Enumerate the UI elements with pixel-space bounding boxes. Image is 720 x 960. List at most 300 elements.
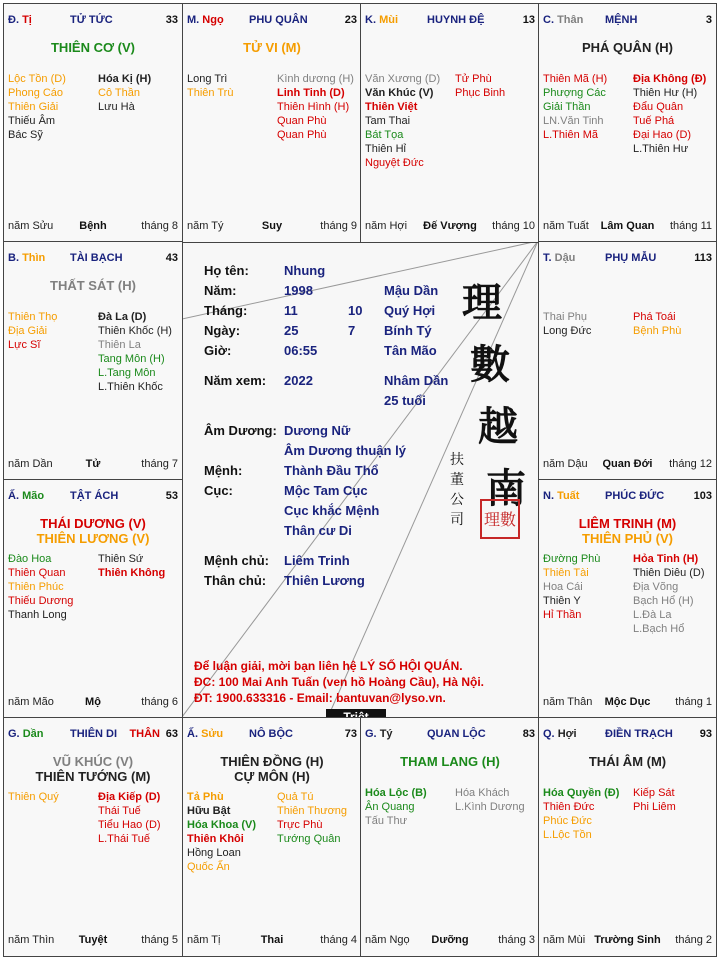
star-item: Ân Quang: [365, 801, 415, 813]
view-year-label: Năm xem:: [204, 373, 267, 388]
palace-position: [187, 14, 224, 26]
palace-name: TÀI BẠCH: [70, 252, 123, 264]
palace-name: PHỤ MẪU: [605, 252, 657, 264]
palace-name: TẬT ÁCH: [70, 490, 119, 502]
calligraphy-char: 越: [478, 403, 518, 450]
stars-left: [543, 552, 600, 622]
star-item: Thiên Trù: [187, 87, 234, 99]
main-star: THIÊN LƯƠNG (V): [36, 531, 150, 546]
stars-left: [8, 790, 59, 804]
star-item: Thiên Không: [98, 567, 166, 579]
star-item: Phúc Đức: [543, 815, 592, 827]
main-star: THẤT SÁT (H): [50, 278, 136, 293]
palace-stem: G.: [8, 728, 20, 740]
star-item: Nguyệt Đức: [365, 157, 424, 169]
star-item: L.Bạch Hổ: [633, 623, 685, 635]
star-item: Hỏa Tinh (H): [633, 553, 699, 565]
palace-age: 23: [344, 14, 357, 26]
han-month: tháng 10: [492, 220, 535, 232]
star-item: Địa Võng: [633, 581, 679, 593]
am-duong-note: Âm Dương thuận lý: [284, 443, 406, 458]
main-star: THÁI ÂM (M): [588, 754, 667, 769]
star-item: Tướng Quân: [277, 833, 341, 845]
star-item: Thiên Khôi: [187, 833, 244, 845]
star-item: Thiên Hư (H): [633, 87, 698, 99]
palace-name: MỆNH: [605, 14, 638, 26]
star-item: Bát Tọa: [365, 129, 404, 141]
calligraphy-char: 南: [486, 465, 526, 512]
star-item: Tam Thai: [365, 115, 411, 127]
than-cu: Thân cư Di: [284, 523, 352, 538]
star-item: Lực Sĩ: [8, 339, 41, 351]
palace-header: [543, 252, 712, 266]
palace-stem: K.: [365, 14, 376, 26]
trang-sinh: Dưỡng: [431, 934, 469, 946]
star-item: Tử Phù: [455, 73, 492, 85]
han-year: năm Tuất: [543, 220, 589, 232]
palace-position: [543, 490, 579, 502]
palace-age: 93: [699, 728, 712, 740]
han-year: năm Thìn: [8, 934, 55, 946]
stars-right: [98, 552, 165, 580]
star-item: L.Lộc Tồn: [543, 829, 592, 841]
palace-stem: Ấ.: [187, 728, 198, 740]
trang-sinh: Suy: [261, 220, 283, 232]
main-star: PHÁ QUÂN (H): [582, 40, 673, 55]
palace-ngo: [182, 3, 362, 243]
palace-dau: [538, 241, 717, 481]
star-item: Hóa Khoa (V): [187, 819, 257, 831]
star-item: Thiên Việt: [365, 101, 418, 113]
han-month: tháng 12: [669, 458, 712, 470]
star-item: Thiếu Dương: [8, 595, 74, 607]
star-item: Thiên Hình (H): [277, 101, 350, 113]
palace-name: PHÚC ĐỨC: [605, 490, 665, 502]
star-item: L.Thiên Khốc: [98, 381, 163, 393]
star-item: Thiên Quý: [8, 791, 59, 803]
palace-header: [543, 728, 712, 742]
palace-age: 103: [693, 490, 712, 502]
star-item: Phong Cáo: [8, 87, 64, 99]
palace-name: PHU QUÂN: [249, 14, 308, 26]
stars-right: [633, 310, 681, 338]
star-item: Thiên Hỉ: [365, 143, 406, 155]
star-item: Thiên Đức: [543, 801, 595, 813]
palace-branch: Dậu: [554, 252, 576, 264]
star-item: Hoa Cái: [543, 581, 583, 593]
star-item: Tuế Phá: [633, 115, 675, 127]
year-value: 1998: [284, 283, 313, 298]
star-item: Giải Thần: [543, 101, 591, 113]
stars-left: [543, 310, 591, 338]
star-item: Phá Toái: [633, 311, 676, 323]
palace-footer: [543, 934, 712, 948]
month-can: Quý Hợi: [384, 303, 436, 318]
star-item: Địa Giải: [8, 325, 48, 337]
palace-age: 63: [165, 728, 178, 740]
star-item: Văn Xương (D): [365, 73, 441, 85]
palace-position: [365, 14, 398, 26]
star-item: Thiên Y: [543, 595, 581, 607]
palace-position: [8, 14, 32, 26]
main-star: THIÊN PHỦ (V): [582, 531, 673, 546]
palace-branch: Thìn: [22, 252, 46, 264]
palace-position: [543, 728, 577, 740]
palace-stem: Q.: [543, 728, 555, 740]
calligraphy-char: 數: [470, 341, 510, 388]
palace-tuat: [538, 479, 717, 719]
palace-position: [543, 252, 575, 264]
star-item: Quan Phù: [277, 115, 327, 127]
palace-stem: M.: [187, 14, 200, 26]
han-year: năm Hợi: [365, 220, 408, 232]
palace-footer: [365, 220, 535, 234]
han-year: năm Mùi: [543, 934, 586, 946]
star-item: Phục Binh: [455, 87, 506, 99]
day-value: 25: [284, 323, 299, 338]
calligraphy-small-char: 董: [450, 472, 464, 488]
trang-sinh: Mộ: [85, 696, 101, 708]
star-item: Hóa Kị (H): [98, 73, 152, 85]
calligraphy-logo: [450, 271, 532, 571]
palace-footer: [187, 934, 357, 948]
palace-age: 43: [165, 252, 178, 264]
cuc-label: Cục:: [204, 483, 233, 498]
trang-sinh: Tử: [85, 458, 101, 470]
han-year: năm Mão: [8, 696, 54, 708]
palace-footer: [543, 458, 712, 472]
star-item: Thai Phụ: [543, 311, 588, 323]
day-label: Ngày:: [204, 323, 241, 338]
han-year: năm Tị: [187, 934, 221, 946]
palace-position: [8, 252, 45, 264]
palace-age: 13: [522, 14, 535, 26]
han-year: năm Dậu: [543, 458, 588, 470]
han-month: tháng 1: [675, 696, 712, 708]
palace-header: [8, 14, 178, 28]
main-star: THIÊN CƠ (V): [50, 40, 136, 55]
palace-branch: Thân: [557, 14, 584, 26]
stars-left: [543, 72, 607, 142]
calligraphy-small-char: 公: [450, 492, 464, 508]
star-item: Cô Thần: [98, 87, 140, 99]
palace-branch: Mùi: [379, 14, 399, 26]
contact-note-2: ĐC: 100 Mai Anh Tuấn (ven hồ Hoàng Cầu), Hà Nội.: [194, 675, 485, 689]
stars-left: [8, 310, 57, 352]
star-item: Hỉ Thần: [543, 609, 582, 621]
star-item: Linh Tinh (D): [277, 87, 345, 99]
star-item: Địa Không (Đ): [633, 73, 707, 85]
red-seal: 理數: [480, 499, 520, 539]
palace-branch: Mão: [22, 490, 45, 502]
menh-label: Mệnh:: [204, 463, 243, 478]
palace-header: [187, 14, 357, 28]
palace-name: THIÊN DI: [70, 728, 118, 740]
contact-note-1: Để luận giải, mời bạn liên hệ LÝ SỐ HỘI QUÁN.: [194, 659, 463, 673]
star-item: Đường Phù: [543, 553, 601, 565]
palace-branch: Sửu: [201, 728, 224, 740]
hour-label: Giờ:: [204, 343, 232, 358]
star-item: Thái Tuế: [98, 805, 141, 817]
palace-ty: [360, 717, 540, 957]
year-can: Mậu Dần: [384, 283, 439, 298]
month-value: 11: [284, 303, 298, 318]
palace-hoi: [538, 717, 717, 957]
palace-name: QUAN LỘC: [427, 728, 486, 740]
trang-sinh: Lâm Quan: [600, 220, 655, 232]
palace-footer: [8, 696, 178, 710]
trang-sinh: Đế Vượng: [423, 220, 477, 232]
main-star: TỬ VI (M): [243, 40, 301, 55]
month-label: Tháng:: [204, 303, 248, 318]
center-panel: [182, 241, 538, 717]
star-item: Kiếp Sát: [633, 787, 675, 799]
day-lunar: 7: [348, 323, 356, 338]
palace-header: [8, 252, 178, 266]
star-item: L.Đà La: [633, 609, 672, 621]
palace-name: TỬ TỨC: [70, 14, 113, 26]
stars-left: [187, 72, 233, 100]
palace-branch: Hợi: [557, 728, 577, 740]
palace-stem: B.: [8, 252, 19, 264]
view-year-value: 2022: [284, 373, 313, 388]
main-star: THAM LANG (H): [400, 754, 500, 769]
star-item: L.Thái Tuế: [98, 833, 150, 845]
han-month: tháng 3: [498, 934, 535, 946]
palace-branch: Ngọ: [202, 14, 224, 26]
stars-left: [187, 790, 256, 874]
calligraphy-small-char: 扶: [450, 452, 464, 468]
star-item: Thiên Quan: [8, 567, 66, 579]
star-item: Tang Môn (H): [98, 353, 165, 365]
palace-stem: G.: [365, 728, 377, 740]
star-item: Tả Phù: [187, 791, 224, 803]
name-label: Họ tên:: [204, 263, 249, 278]
han-month: tháng 8: [141, 220, 178, 232]
star-item: Hữu Bật: [187, 805, 231, 817]
palace-age: 113: [694, 252, 712, 264]
star-item: Trực Phù: [277, 819, 323, 831]
main-star: VŨ KHÚC (V): [52, 754, 134, 769]
menh-chu-label: Mệnh chủ:: [204, 553, 269, 568]
stars-right: [98, 790, 161, 846]
star-item: Quả Tú: [277, 791, 314, 803]
star-item: Phượng Các: [543, 87, 606, 99]
han-month: tháng 4: [320, 934, 357, 946]
han-year: năm Thân: [543, 696, 593, 708]
palace-name: ĐIỀN TRẠCH: [605, 728, 673, 740]
star-item: Kình dương (H): [277, 73, 354, 85]
menh-value: Thành Đầu Thổ: [284, 463, 379, 478]
trang-sinh: Mộc Dục: [604, 696, 651, 708]
palace-age: 73: [344, 728, 357, 740]
star-item: Thiên Tài: [543, 567, 589, 579]
palace-age: 53: [165, 490, 178, 502]
trang-sinh: Thai: [260, 934, 284, 946]
star-item: L.Kình Dương: [455, 801, 525, 813]
view-year-can: Nhâm Dần: [384, 373, 449, 388]
palace-header: [543, 14, 712, 28]
stars-right: [633, 786, 676, 814]
star-item: Long Đức: [543, 325, 592, 337]
palace-mao: [3, 479, 183, 719]
palace-header: [8, 490, 178, 504]
palace-header: [365, 728, 535, 742]
star-item: Đẩu Quân: [633, 101, 684, 113]
palace-stem: Đ.: [8, 14, 19, 26]
star-item: Hóa Quyền (Đ): [543, 787, 620, 799]
palace-footer: [187, 220, 357, 234]
main-star: THIÊN ĐỒNG (H): [220, 754, 324, 769]
main-star: THIÊN TƯỚNG (M): [35, 769, 151, 784]
palace-footer: [543, 696, 712, 710]
star-item: Thiên Phúc: [8, 581, 64, 593]
star-item: Thiên Diêu (D): [633, 567, 705, 579]
han-month: tháng 5: [141, 934, 178, 946]
contact-note-3: ĐT: 1900.633316 - Email: bantuvan@lyso.vn.: [194, 691, 446, 705]
star-item: Bệnh Phù: [633, 325, 682, 337]
star-item: Hóa Lộc (B): [365, 787, 427, 799]
star-item: Thiên Mã (H): [543, 73, 608, 85]
palace-than: [538, 3, 717, 243]
palace-branch: Tý: [379, 728, 393, 740]
trang-sinh: Bệnh: [79, 220, 107, 232]
star-item: LN.Văn Tinh: [543, 115, 604, 127]
palace-suu: [182, 717, 362, 957]
stars-left: [8, 72, 66, 142]
palace-branch: Tị: [22, 14, 32, 26]
hour-can: Tân Mão: [384, 343, 437, 358]
palace-header: [543, 490, 712, 504]
stars-left: [365, 786, 427, 828]
main-star: CỰ MÔN (H): [234, 769, 310, 784]
hour-value: 06:55: [284, 343, 318, 358]
star-item: Địa Kiếp (D): [98, 791, 161, 803]
palace-branch: Dần: [22, 728, 44, 740]
star-item: Thiên Sứ: [98, 553, 144, 565]
star-item: Hóa Khách: [455, 787, 510, 799]
palace-position: [365, 728, 393, 740]
name-value: Nhung: [284, 263, 326, 278]
trang-sinh: Trường Sinh: [594, 934, 661, 946]
palace-stem: C.: [543, 14, 554, 26]
star-item: Đà La (D): [98, 311, 147, 323]
palace-age: 83: [522, 728, 535, 740]
calligraphy-char: 理: [462, 279, 502, 326]
age-value: 25 tuổi: [384, 393, 426, 408]
palace-position: [8, 728, 43, 740]
palace-header: [365, 14, 535, 28]
han-year: năm Ngọ: [365, 934, 410, 946]
palace-footer: [365, 934, 535, 948]
palace-thin: [3, 241, 183, 481]
stars-right: [277, 790, 347, 846]
star-item: Quốc Ấn: [187, 861, 230, 873]
month-lunar: 10: [348, 303, 363, 318]
han-month: tháng 7: [141, 458, 178, 470]
palace-stem: N.: [543, 490, 554, 502]
star-item: Thiên Khốc (H): [98, 325, 172, 337]
star-item: Tiểu Hao (D): [98, 819, 161, 831]
palace-age: 3: [705, 14, 712, 26]
than-marker: THÂN: [129, 728, 160, 740]
han-year: năm Sửu: [8, 220, 54, 232]
than-chu-value: Thiên Lương: [284, 573, 365, 588]
star-item: Thiên Giải: [8, 101, 59, 113]
han-month: tháng 11: [669, 220, 712, 232]
am-duong-label: Âm Dương:: [204, 423, 277, 438]
palace-footer: [8, 934, 178, 948]
trang-sinh: Quan Đới: [602, 458, 653, 470]
palace-position: [8, 490, 44, 502]
palace-position: [187, 728, 223, 740]
star-item: Thanh Long: [8, 609, 67, 621]
star-item: Long Trì: [187, 73, 228, 85]
stars-right: [98, 72, 151, 114]
day-can: Bính Tý: [384, 323, 432, 338]
palace-header: [8, 728, 178, 742]
star-item: Đại Hao (D): [633, 129, 692, 141]
trang-sinh: Tuyệt: [78, 934, 108, 946]
star-item: L.Thiên Mã: [543, 129, 599, 141]
star-item: Phi Liêm: [633, 801, 676, 813]
star-item: Thiên Thương: [277, 805, 348, 817]
stars-right: [455, 786, 525, 814]
palace-age: 33: [165, 14, 178, 26]
star-item: Thiên Thọ: [8, 311, 58, 323]
palace-branch: Tuất: [557, 490, 580, 502]
palace-header: [187, 728, 357, 742]
menh-chu-value: Liêm Trinh: [284, 553, 350, 568]
stars-left: [543, 786, 619, 842]
palace-position: [543, 14, 583, 26]
star-item: Văn Khúc (V): [365, 87, 434, 99]
star-item: Thiên La: [98, 339, 141, 351]
than-chu-label: Thân chủ:: [204, 573, 267, 588]
palace-mui: [360, 3, 540, 243]
stars-right: [633, 72, 706, 156]
star-item: Bạch Hổ (H): [633, 595, 694, 607]
palace-name: NÔ BỘC: [249, 728, 293, 740]
star-item: Thiếu Âm: [8, 115, 56, 127]
stars-left: [365, 72, 440, 170]
palace-footer: [8, 220, 178, 234]
han-month: tháng 9: [320, 220, 357, 232]
stars-right: [455, 72, 505, 100]
main-star: LIÊM TRINH (M): [578, 516, 677, 531]
star-item: Lưu Hà: [98, 101, 135, 113]
palace-footer: [543, 220, 712, 234]
palace-ti: [3, 3, 183, 243]
calligraphy-small-char: 司: [450, 512, 464, 528]
star-item: Bác Sỹ: [8, 129, 43, 141]
star-item: Quan Phù: [277, 129, 327, 141]
star-item: Hồng Loan: [187, 847, 241, 859]
palace-dan: [3, 717, 183, 957]
cuc-value: Mộc Tam Cục: [284, 483, 368, 498]
year-label: Năm:: [204, 283, 237, 298]
palace-footer: [8, 458, 178, 472]
star-item: Lộc Tồn (D): [8, 73, 66, 85]
main-star: THÁI DƯƠNG (V): [40, 516, 146, 531]
palace-stem: T.: [543, 252, 552, 264]
stars-left: [8, 552, 73, 622]
star-item: L.Tang Môn: [98, 367, 156, 379]
stars-right: [277, 72, 354, 142]
han-month: tháng 2: [675, 934, 712, 946]
star-item: Đào Hoa: [8, 553, 52, 565]
palace-name: HUYNH ĐỆ: [427, 14, 485, 26]
